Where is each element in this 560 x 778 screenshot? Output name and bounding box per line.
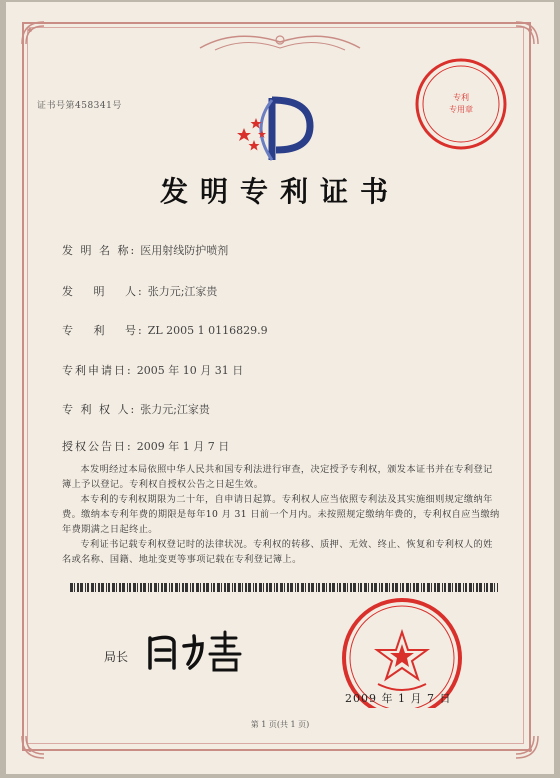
director-label: 局长 bbox=[104, 650, 129, 664]
field-label: 专 利 权 人: bbox=[62, 403, 137, 416]
field-value: 2009 年 1 月 7 日 bbox=[136, 440, 230, 453]
corner-ornament-icon bbox=[20, 734, 46, 760]
field-invention-name bbox=[62, 242, 228, 258]
certificate-title: 发明专利证书 bbox=[159, 175, 400, 208]
field-label: 专 利 号: bbox=[62, 324, 144, 337]
sipo-logo-icon bbox=[232, 88, 324, 178]
issue-date: 2009 年 1 月 7 日 bbox=[345, 692, 452, 705]
svg-text:专用章: 专用章 bbox=[449, 105, 473, 114]
field-label: 授权公告日: bbox=[62, 440, 133, 453]
field-label: 专利申请日: bbox=[62, 364, 133, 377]
body-paragraph: 本专利的专利权期限为二十年，自申请日起算。专利权人应当依照专利法及其实施细则规定缴纳年费。缴纳本专利年费的期限是每年10 月 31 日前一个月内。未按照规定缴纳年费的，专利权自应当缴纳年费期满之日起终止。 bbox=[62, 494, 500, 535]
official-seal-icon bbox=[413, 56, 509, 152]
field-filing-date bbox=[62, 362, 243, 378]
corner-ornament-icon bbox=[514, 20, 540, 46]
svg-text:专利: 专利 bbox=[453, 93, 469, 102]
field-value: 医用射线防护喷剂 bbox=[140, 244, 229, 257]
field-patentee bbox=[62, 401, 210, 417]
field-inventors bbox=[62, 283, 217, 299]
field-label: 发 明 名 称: bbox=[62, 244, 137, 257]
corner-ornament-icon bbox=[20, 20, 46, 46]
field-grant-date bbox=[62, 438, 229, 454]
top-ornament-icon bbox=[195, 28, 365, 56]
corner-ornament-icon bbox=[514, 734, 540, 760]
certificate-number: 证书号第458341号 bbox=[37, 101, 122, 111]
field-label: 发 明 人: bbox=[62, 285, 144, 298]
body-paragraph: 专利证书记载专利权登记时的法律状况。专利权的转移、质押、无效、终止、恢复和专利权人的姓名或名称、国籍、地址变更等事项记载在专利登记簿上。 bbox=[62, 539, 493, 565]
field-value: ZL 2005 1 0116829.9 bbox=[147, 324, 268, 337]
field-value: 2005 年 10 月 31 日 bbox=[136, 364, 244, 377]
page-number: 第 1 页(共 1 页) bbox=[250, 720, 310, 729]
field-value: 张力元;江家贵 bbox=[147, 285, 218, 298]
field-patent-number bbox=[62, 322, 268, 338]
body-paragraph: 本发明经过本局依照中华人民共和国专利法进行审查，决定授予专利权，颁发本证书并在专利登记簿上予以登记。专利权自授权公告之日起生效。 bbox=[62, 464, 493, 490]
signature-icon bbox=[144, 628, 244, 674]
field-value: 张力元;江家贵 bbox=[140, 403, 210, 416]
